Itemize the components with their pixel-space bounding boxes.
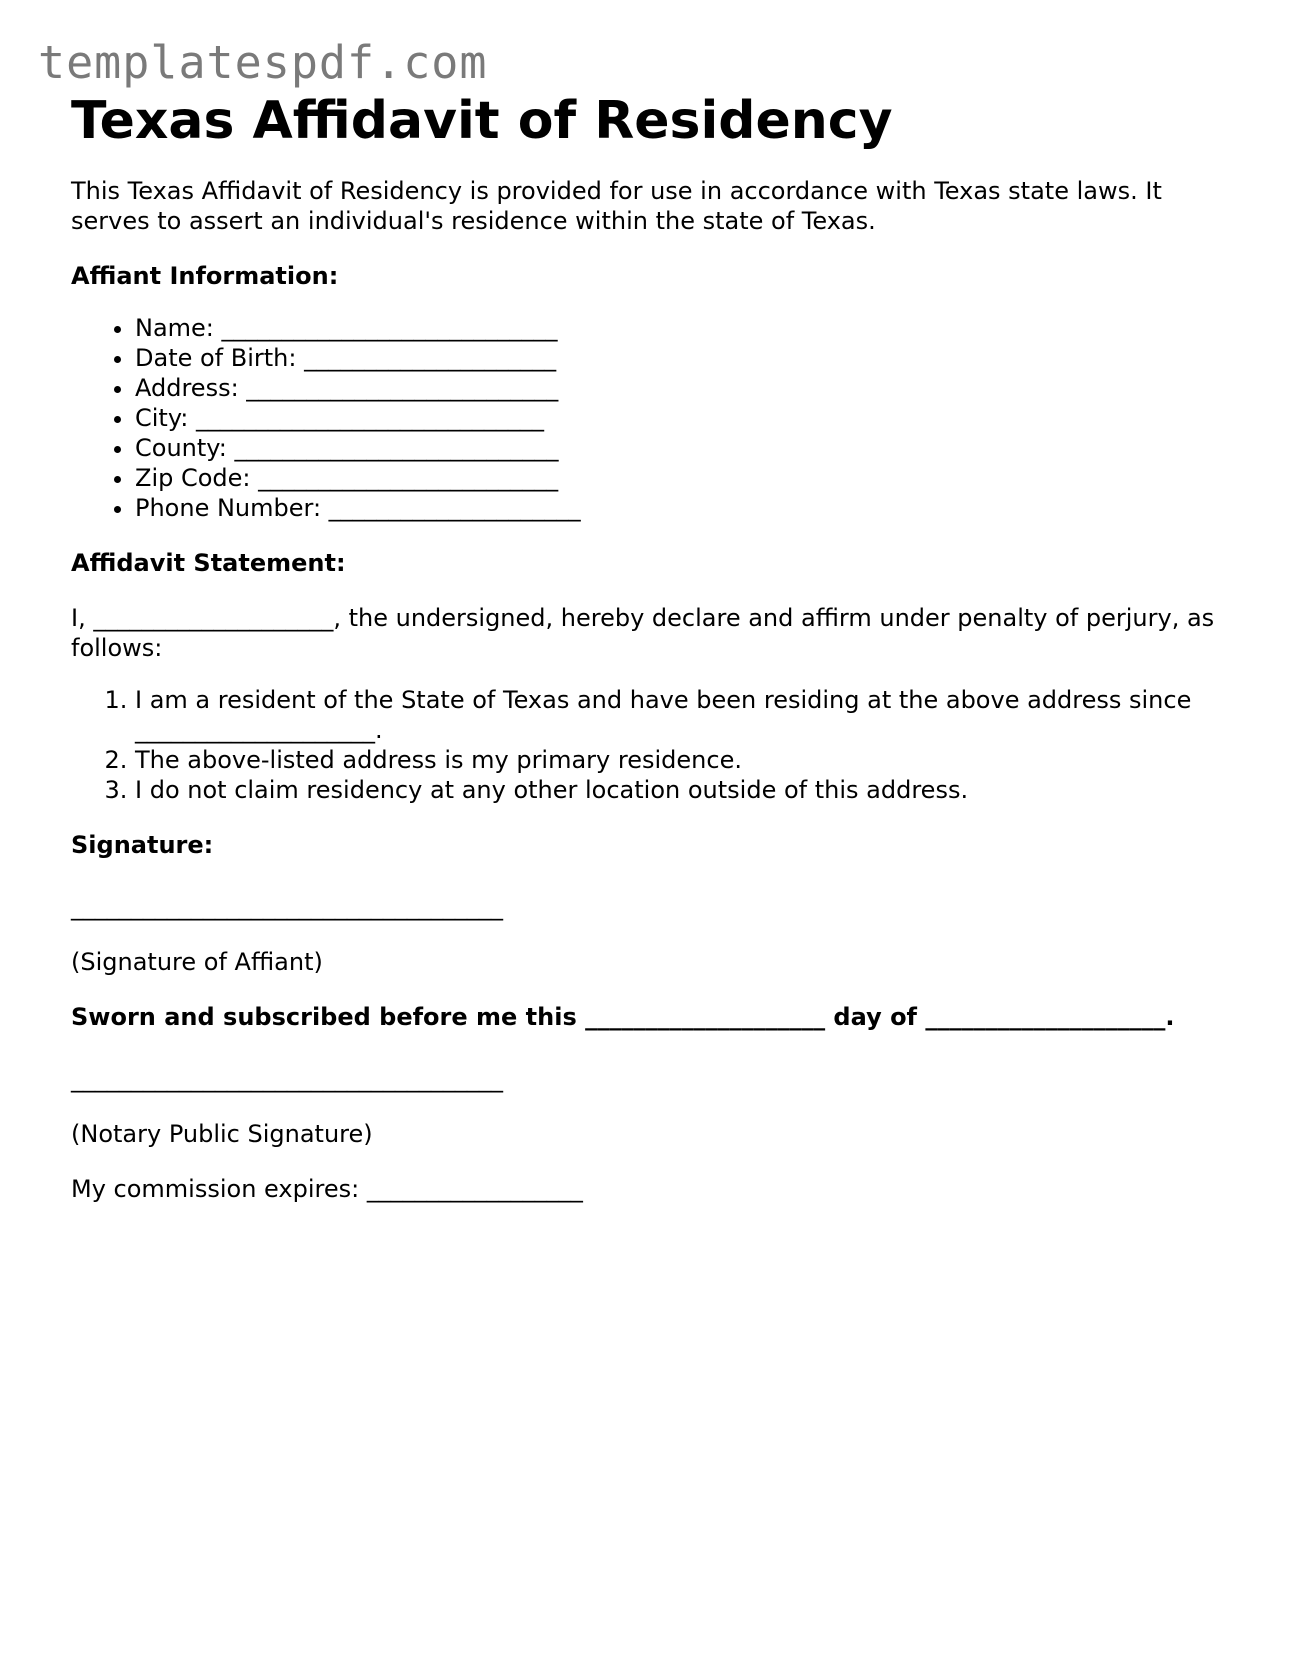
watermark: templatespdf.com — [38, 36, 488, 89]
affidavit-document — [71, 88, 1231, 1204]
affidavit-statement-heading: Affidavit Statement: — [71, 549, 346, 577]
document-title: Texas Affidavit of Residency — [71, 91, 893, 151]
statement-intro: I, ____________________, the undersigned, hereby declare and affirm under penalty of perjury, as follows: — [71, 604, 1215, 662]
affiant-signature-caption: (Signature of Affiant) — [71, 948, 323, 976]
signature-heading: Signature: — [71, 831, 214, 859]
statement-item: 1. I am a resident of the State of Texas and have been residing at the above address since ____________________. — [135, 685, 1231, 745]
notary-signature-caption: (Notary Public Signature) — [71, 1120, 373, 1148]
field-date-of-birth: • Date of Birth: _____________________ — [135, 343, 1231, 373]
field-address: • Address: __________________________ — [135, 373, 1231, 403]
field-phone-number: • Phone Number: _____________________ — [135, 493, 1231, 523]
commission-expires: My commission expires: __________________ — [71, 1175, 583, 1203]
field-name: • Name: ____________________________ — [135, 313, 1231, 343]
affiant-information-heading: Affiant Information: — [71, 262, 339, 290]
field-zip-code: • Zip Code: _________________________ — [135, 463, 1231, 493]
field-city: • City: _____________________________ — [135, 403, 1231, 433]
intro-paragraph: This Texas Affidavit of Residency is provided for use in accordance with Texas state laws. It serves to assert an individual's residence within the state of Texas. — [71, 177, 1162, 235]
statement-item: 3. I do not claim residency at any other location outside of this address. — [135, 775, 1231, 805]
affiant-fields-list — [71, 313, 1231, 523]
sworn-statement: Sworn and subscribed before me this ____________________ day of ____________________. — [71, 1003, 1175, 1031]
affiant-signature-line: ____________________________________ — [71, 893, 503, 921]
statement-item: 2. The above-listed address is my primary residence. — [135, 745, 1231, 775]
notary-signature-line: ____________________________________ — [71, 1065, 503, 1093]
field-county: • County: ___________________________ — [135, 433, 1231, 463]
statements-list — [71, 685, 1231, 805]
